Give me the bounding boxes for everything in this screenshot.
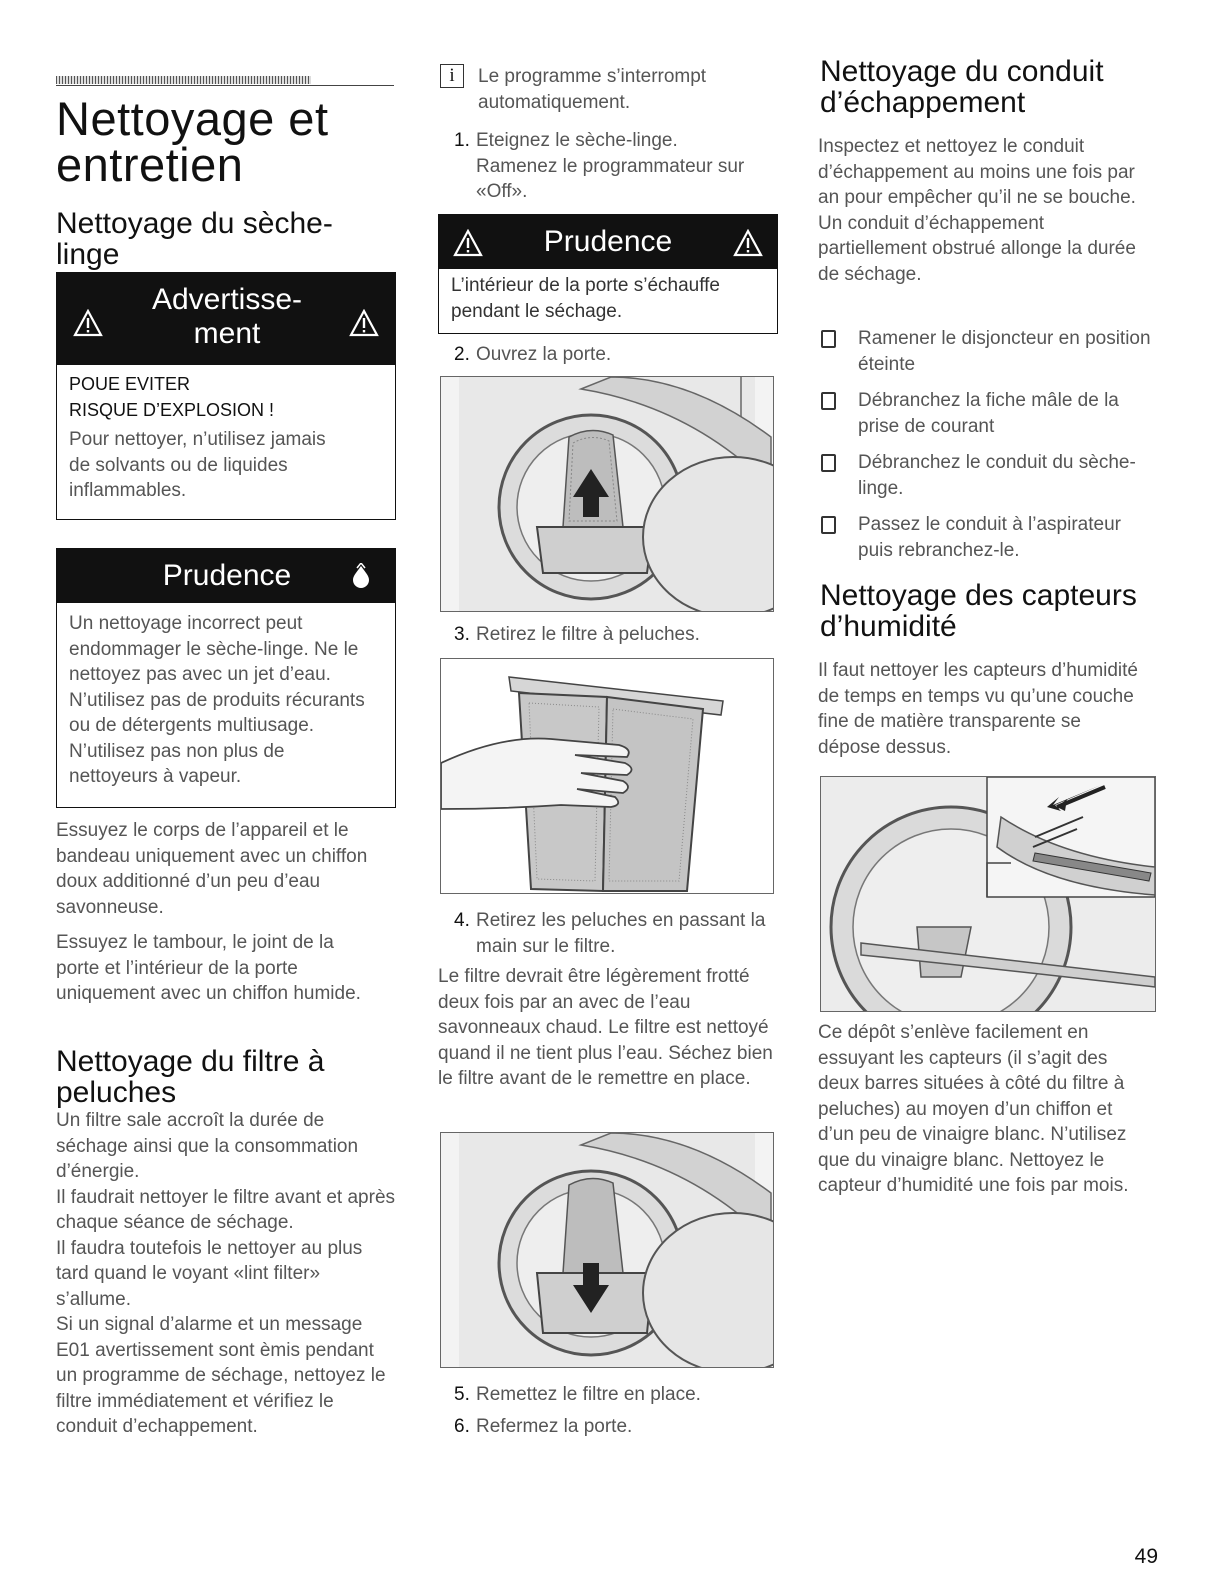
paragraph-exhaust: Inspectez et nettoyez le conduit d’échappement au moins une fois par an pour empêcher qu’il ne se bouche. Un conduit d’échappement partiellement obstrué allonge la durée de séchage. xyxy=(818,136,1136,285)
checkbox-bullet-icon xyxy=(821,454,836,472)
step-5: 5. Remettez le filtre en place. xyxy=(454,1384,701,1405)
warning-triangle-icon xyxy=(349,309,379,337)
illustration-remove-filter xyxy=(440,376,774,612)
paragraph-body-wipe: Essuyez le corps de l’appareil et le bandeau uniquement avec un chiffon doux additionné d’un peu d’eau savonneuse. xyxy=(56,820,368,918)
list-item: Passez le conduit à l’aspirateur puis rebranchez-le. xyxy=(818,512,1158,563)
warning-triangle-icon xyxy=(73,309,103,337)
list-item: Débranchez la fiche mâle de la prise de courant xyxy=(818,388,1158,439)
caution-symbol-icon xyxy=(349,563,373,589)
section-heading-lint-filter: Nettoyage du filtre à peluches xyxy=(56,1045,325,1109)
checkbox-bullet-icon xyxy=(821,330,836,348)
caution-header-label: Prudence xyxy=(543,225,673,258)
paragraph-filter-wash: Le filtre devrait être légèrement frotté deux fois par an avec de l’eau savonneaux chaud. Le filtre est nettoyé quand il ne tient plus l’eau. Séchez bien le filtre avant de le remettre en place. xyxy=(438,966,773,1089)
page-title: Nettoyage et entretien xyxy=(56,92,329,191)
warning-triangle-icon xyxy=(453,229,483,257)
section-heading-sensors: Nettoyage des capteurs d’humidité xyxy=(820,579,1137,643)
caution-header xyxy=(57,549,395,603)
info-icon: i xyxy=(440,64,464,88)
caution-text: L’intérieur de la porte s’échauffe pendant le séchage. xyxy=(451,275,720,322)
warning-heading-1: POUE EVITER xyxy=(69,374,191,394)
step-4: 4. Retirez les peluches en passant la main sur le filtre. xyxy=(454,910,766,957)
illustration-clean-filter xyxy=(440,658,774,894)
warning-box xyxy=(56,272,396,520)
paragraph-sensors-2: Ce dépôt s’enlève facilement en essuyant les capteurs (il s’agit des deux barres situées à côté du filtre à peluches) au moyen d’un chiffon et d’un peu de vinaigre blanc. N’utilisez que du vinaigre blanc. Nettoyez le capteur d’humidité une fois par mois. xyxy=(818,1022,1129,1196)
step-6: 6. Refermez la porte. xyxy=(454,1415,633,1437)
top-decorative-rule xyxy=(56,76,394,86)
step-2: 2. Ouvrez la porte. xyxy=(454,344,612,365)
section-heading-exhaust: Nettoyage du conduit d’échappement xyxy=(820,55,1104,119)
illustration-insert-filter xyxy=(440,1132,774,1368)
checkbox-bullet-icon xyxy=(821,516,836,534)
checkbox-bullet-icon xyxy=(821,392,836,410)
warning-header xyxy=(57,273,395,365)
paragraph-filter-2: Il faudrait nettoyer le filtre avant et après chaque séance de séchage. xyxy=(56,1186,396,1233)
paragraph-filter-4: Si un signal d’alarme et un message E01 avertissement sont èmis pendant un programme de séchage, nettoyez le filtre immédiatement et vérifiez le conduit d’echappement. xyxy=(56,1314,386,1437)
step-3: 3. Retirez le filtre à peluches. xyxy=(454,624,700,645)
paragraph-filter-1: Un filtre sale accroît la durée de séchage ainsi que la consommation d’énergie. xyxy=(56,1110,359,1182)
caution-text: Un nettoyage incorrect peut endommager le sèche-linge. Ne le nettoyez pas avec un jet d’eau. N’utilisez pas de produits récurants ou de détergents multiusage. N’utilisez pas non plus de nettoyeurs à vapeur. xyxy=(69,613,365,787)
section-heading-cleaning: Nettoyage du sèche-linge xyxy=(56,207,333,271)
paragraph-sensors-1: Il faut nettoyer les capteurs d’humidité de temps en temps vu qu’une couche fine de matière transparente se dépose dessus. xyxy=(818,660,1139,758)
caution-header-label: Prudence xyxy=(162,559,292,592)
paragraph-filter-3: Il faudra toutefois le nettoyer au plus tard quand le voyant «lint filter» s’allume. xyxy=(56,1237,363,1310)
list-item: Ramener le disjoncteur en position éteinte xyxy=(818,326,1158,377)
caution-box xyxy=(56,548,396,808)
warning-heading-2: RISQUE D’EXPLOSION ! xyxy=(69,400,275,420)
caution-header xyxy=(439,215,777,269)
step-1: 1. Eteignez le sèche-linge. Ramenez le programmateur sur «Off». xyxy=(454,130,745,202)
warning-triangle-icon xyxy=(733,229,763,257)
list-item: Débranchez le conduit du sèche-linge. xyxy=(818,450,1158,501)
info-note xyxy=(440,64,770,115)
warning-header-label: Advertisse-ment xyxy=(151,283,303,350)
info-text: Le programme s’interrompt automatiquement. xyxy=(478,66,707,113)
caution-box-door xyxy=(438,214,778,334)
paragraph-drum-wipe: Essuyez le tambour, le joint de la porte et l’intérieur de la porte uniquement avec un chiffon humide. xyxy=(56,932,361,1004)
page-number: 49 xyxy=(1134,1545,1158,1568)
warning-text: Pour nettoyer, n’utilisez jamais de solvants ou de liquides inflammables. xyxy=(69,429,326,501)
illustration-humidity-sensors xyxy=(820,776,1156,1012)
